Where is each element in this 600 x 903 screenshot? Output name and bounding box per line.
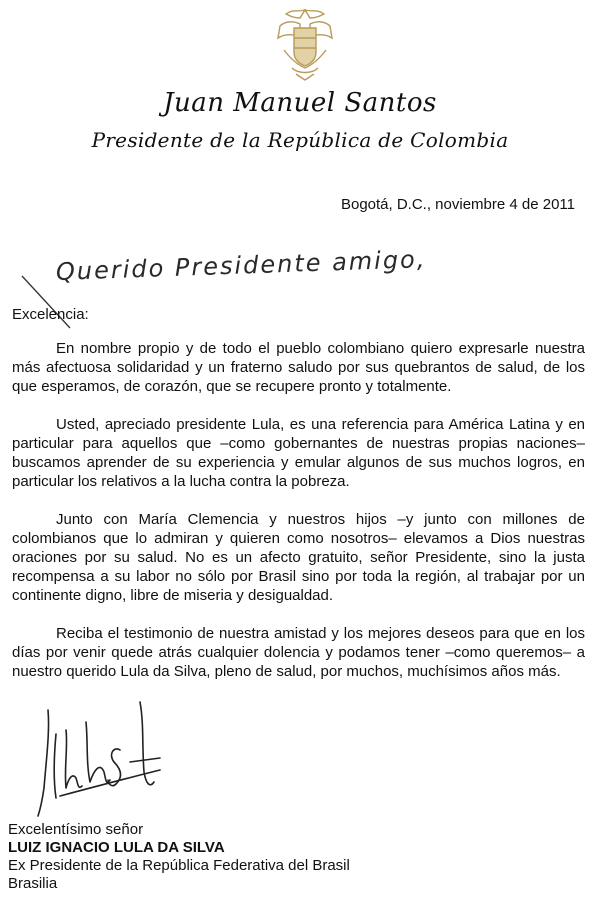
recipient-honorific: Excelentísimo señor (8, 821, 144, 838)
handwritten-greeting: Querido Presidente amigo, (55, 245, 427, 286)
recipient-city: Brasilia (8, 875, 58, 892)
paragraph-3: Junto con María Clemencia y nuestros hijos –y junto con millones de colombianos que lo admiran y quieren como nosotros– elevamos a Dios nuestras oraciones por su salud. No es un afecto gratuito, señor Presidente, sino la justa recompensa a su labor no sólo por Brasil sino por toda la región, al trabajar por un continente digno, libre de miseria y desigualdad. (12, 511, 585, 604)
sender-title: Presidente de la República de Colombia (91, 128, 509, 152)
recipient-block (8, 821, 350, 893)
paragraph-4: Reciba el testimonio de nuestra amistad y los mejores deseos para que en los días por venir quede atrás cualquier dolencia y podamos tener –como queremos– a nuestro querido Lula da Silva, pleno de salud, por muchos, muchísimos años más. (12, 625, 585, 680)
paragraph-2: Usted, apreciado presidente Lula, es una referencia para América Latina y en particular para aquellos que –como gobernantes de nuestras propias naciones– buscamos aprender de su experiencia y emular algunos de sus muchos logros, en particular los relativos a la lucha contra la pobreza. (12, 416, 585, 490)
salutation: Excelencia: (12, 306, 89, 323)
letter-body (12, 339, 585, 700)
handwritten-signature-icon (20, 692, 180, 822)
recipient-name: LUIZ IGNACIO LULA DA SILVA (8, 839, 225, 856)
paragraph-1: En nombre propio y de todo el pueblo colombiano quiero expresarle nuestra más afectuosa solidaridad y un fraterno saludo por sus quebrantos de salud, de los que esperamos, de corazón, que se recupere pronto y totalmente. (12, 340, 585, 395)
sender-name: Juan Manuel Santos (163, 88, 437, 118)
recipient-title: Ex Presidente de la República Federativa del Brasil (8, 857, 350, 874)
strikethrough-mark-icon (20, 272, 80, 332)
letter-date: Bogotá, D.C., noviembre 4 de 2011 (340, 196, 575, 213)
colombia-coat-of-arms-icon (270, 6, 340, 82)
